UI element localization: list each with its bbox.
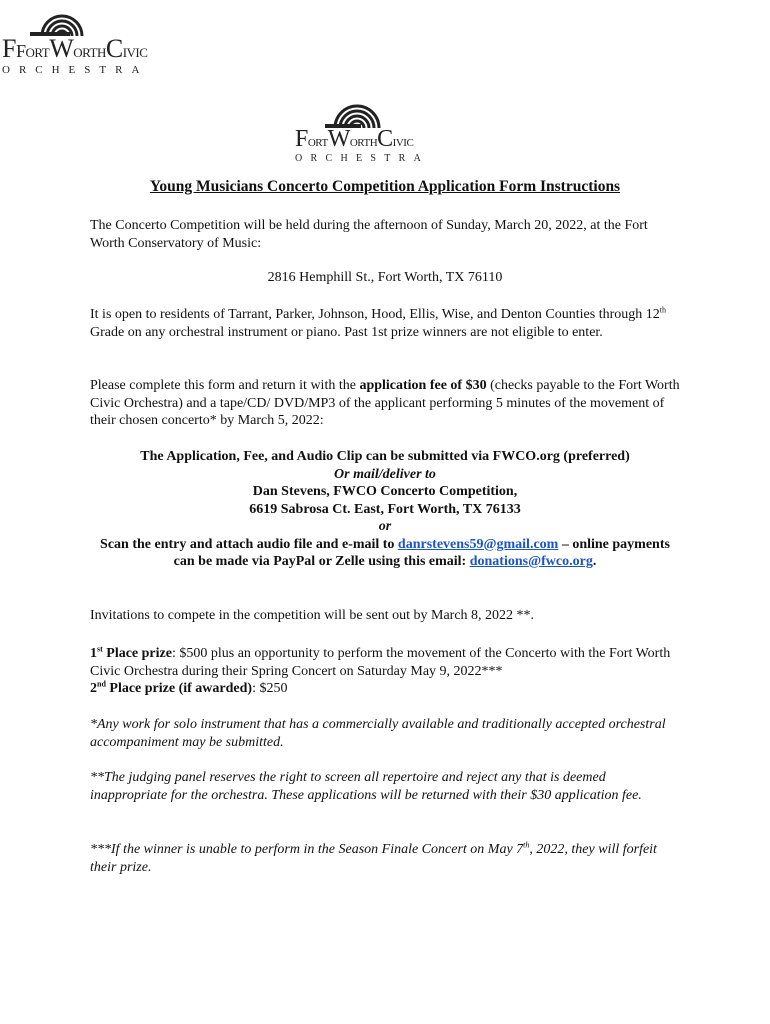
- logo-word-fort: Fort: [15, 41, 50, 61]
- logo-word-worth: orth: [73, 41, 106, 61]
- logo-initial-c: C: [377, 126, 393, 152]
- first-prize-label: [90, 646, 172, 661]
- first-sup: st: [97, 644, 103, 654]
- second-prize-text: : $250: [252, 681, 288, 696]
- note-judging: **The judging panel reserves the right to screen all repertoire and reject any that is deemed inappropriate for the orchestra. These applications will be returned with their $30 application fee.: [90, 770, 642, 803]
- page-title: Young Musicians Concerto Competition Application Form Instructions: [149, 178, 621, 195]
- payment-text: – online payments can be made via PayPal or Zelle using this email:: [173, 536, 670, 569]
- logo-word-civic: ivic: [392, 133, 414, 150]
- note-winner-text-end: , 2022, they will forfeit their prize.: [90, 842, 657, 875]
- logo-initial-w: W: [49, 34, 74, 63]
- eligibility-text-end: Grade on any orchestral instrument or piano. Past 1st prize winners are not eligible to enter.: [90, 324, 603, 340]
- application-fee: application fee of $30: [359, 378, 487, 393]
- logo-initial-w: W: [327, 126, 350, 152]
- note-concerto: *Any work for solo instrument that has a commercially available and traditionally accepted orchestral accompaniment may be submitted.: [90, 717, 666, 750]
- address-line: 2816 Hemphill St., Fort Worth, TX 76110: [267, 270, 503, 285]
- second-num: 2: [90, 681, 97, 696]
- first-label: Place prize: [102, 646, 172, 661]
- logo-initial-c: C: [105, 34, 123, 63]
- scan-text: Scan the entry and attach audio file and e-mail to: [100, 536, 398, 552]
- email-link-donations[interactable]: donations@fwco.org: [469, 554, 593, 569]
- intro-paragraph: The Concerto Competition will be held during the afternoon of Sunday, March 20, 2022, at the Fort Worth Conservatory of Music:: [90, 218, 648, 251]
- delivery-address: 6619 Sabrosa Ct. East, Fort Worth, TX 76133: [249, 501, 521, 517]
- first-num: 1: [90, 646, 97, 661]
- first-prize-text: : $500 plus an opportunity to perform the movement of the Concerto with the Fort Worth Civic Orchestra during their Spring Concert on Saturday May 9, 2022***: [90, 646, 671, 679]
- second-label: Place prize (if awarded): [105, 681, 253, 696]
- arc-emblem-icon: [295, 96, 445, 128]
- prizes-paragraph: [90, 645, 680, 698]
- arc-emblem-icon: [2, 2, 112, 36]
- logo-name: [295, 126, 445, 153]
- second-prize-label: [90, 681, 252, 696]
- submission-text: Please complete this form and return it with the: [90, 378, 360, 393]
- delivery-block: [90, 448, 680, 571]
- invitations-paragraph: Invitations to compete in the competition will be sent out by March 8, 2022 **.: [90, 608, 535, 623]
- delivery-or: or: [378, 519, 392, 534]
- delivery-mail-line: Or mail/deliver to: [334, 466, 436, 482]
- logo-word-worth: orth: [349, 133, 378, 150]
- second-sup: nd: [97, 679, 106, 689]
- eligibility-text: It is open to residents of Tarrant, Parker, Johnson, Hood, Ellis, Wise, and Denton Counties through 12: [90, 307, 660, 322]
- logo-name: [2, 34, 148, 64]
- note-winner-text: ***If the winner is unable to perform in the Season Finale Concert on May 7: [90, 842, 524, 857]
- logo-subtitle: ORCHESTRA: [2, 64, 149, 76]
- delivery-online-line: The Application, Fee, and Audio Clip can be submitted via FWCO.org (preferred): [140, 449, 630, 464]
- logo-word-fort: ort: [307, 133, 328, 150]
- email-link-dan[interactable]: danrstevens59@gmail.com: [397, 536, 559, 552]
- ordinal-suffix: th: [523, 840, 530, 850]
- delivery-recipient: Dan Stevens, FWCO Concerto Competition,: [252, 484, 518, 499]
- orchestra-logo-center: [295, 96, 445, 164]
- logo-initial-f: F: [295, 126, 308, 152]
- submission-paragraph: [90, 377, 680, 430]
- logo-subtitle: ORCHESTRA: [295, 153, 430, 164]
- eligibility-paragraph: [90, 306, 680, 341]
- delivery-email-line: [90, 536, 680, 571]
- submission-text-end: (checks payable to the Fort Worth Civic Orchestra) and a tape/CD/ DVD/MP3 of the applicant performing 5 minutes of the movement of their chosen concerto* by March 5, 2022:: [90, 378, 680, 428]
- logo-initial-f: F: [2, 34, 16, 63]
- ordinal-suffix: th: [659, 305, 666, 315]
- orchestra-logo-top: [2, 2, 148, 76]
- logo-word-civic: ivic: [122, 41, 148, 61]
- period: .: [592, 554, 597, 569]
- note-winner: [90, 841, 680, 876]
